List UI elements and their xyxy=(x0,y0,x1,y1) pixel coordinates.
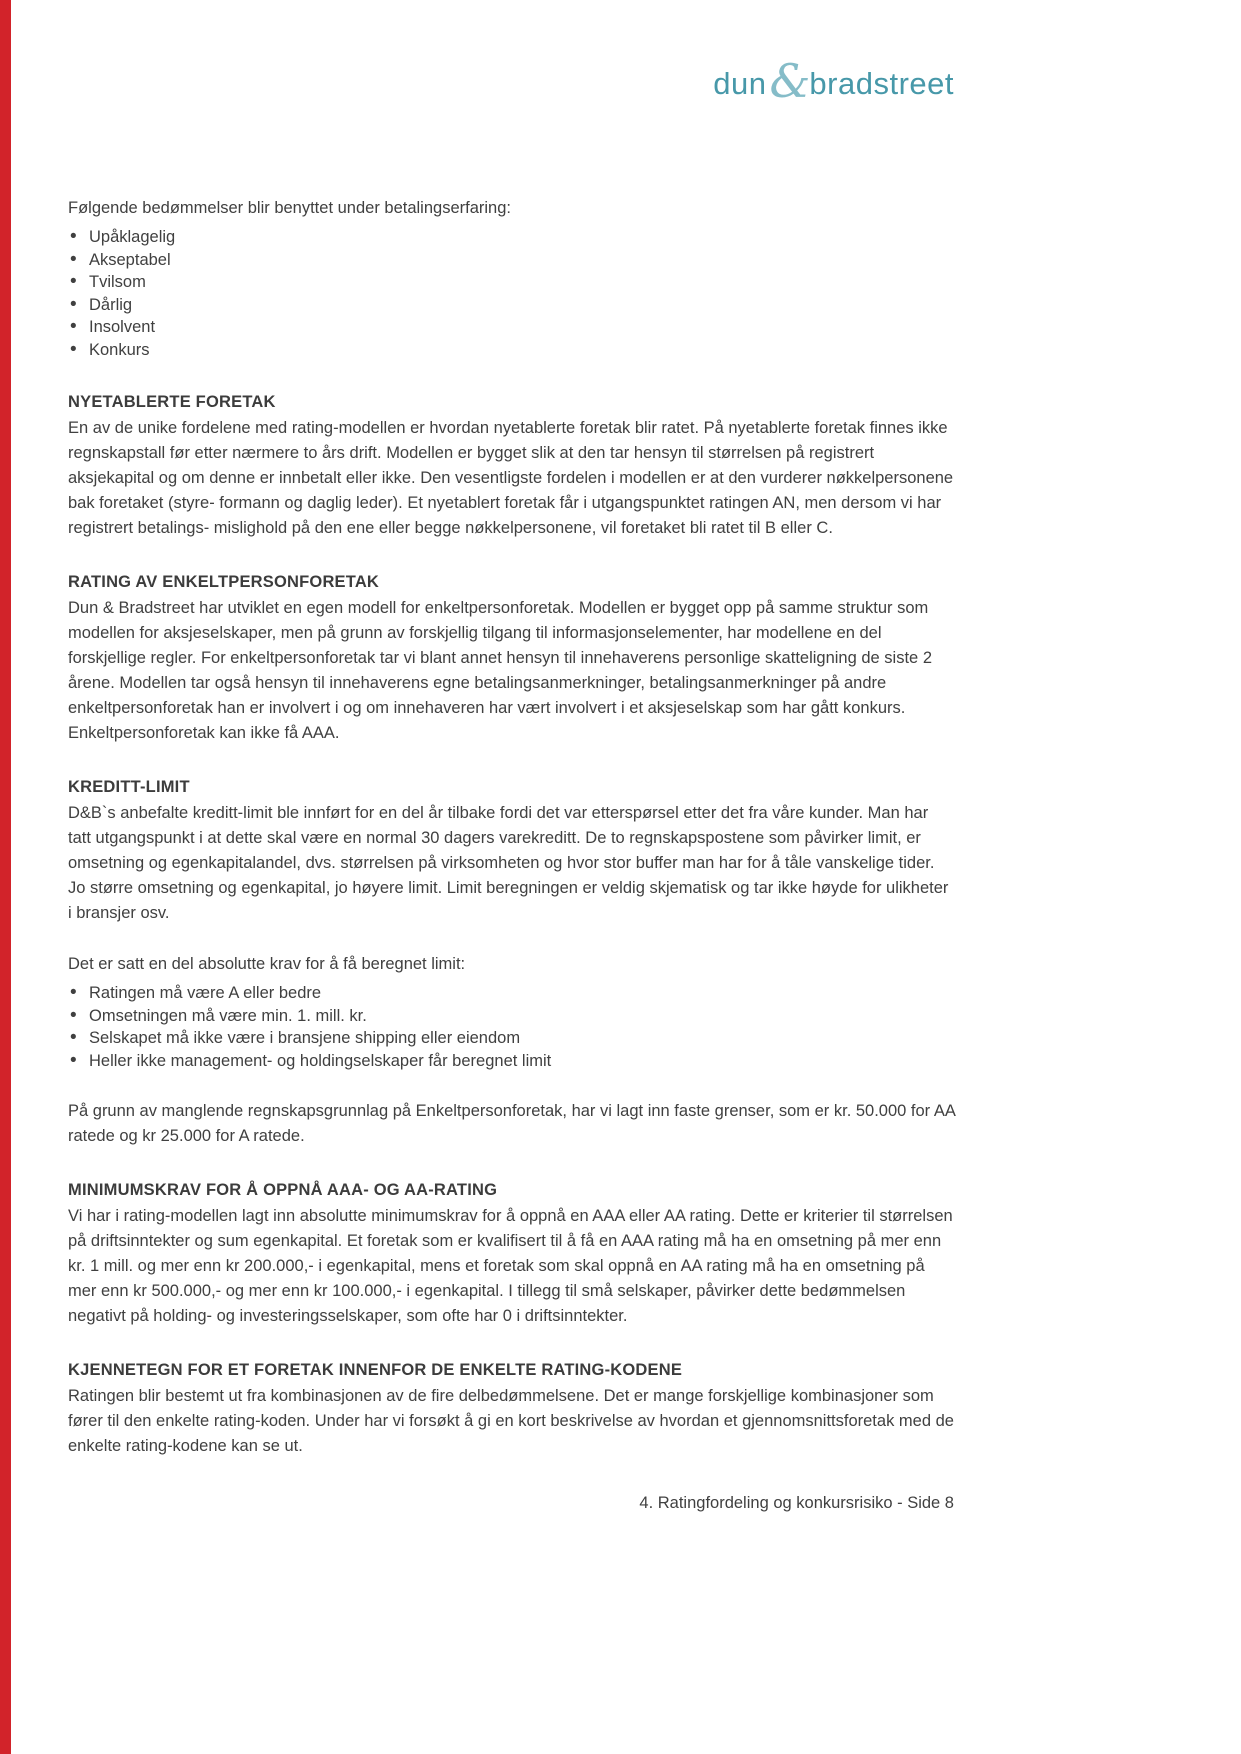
section-heading: KREDITT-LIMIT xyxy=(68,778,190,796)
section-heading: MINIMUMSKRAV FOR Å OPPNÅ AAA- OG AA-RATING xyxy=(68,1181,498,1199)
payment-experience-list xyxy=(68,226,955,361)
section-body: Dun & Bradstreet har utviklet en egen modell for enkeltpersonforetak. Modellen er bygget opp på samme struktur som modellen for aksjeselskaper, men på grunn av forskjellig tilgang til informasjonselementer, har modellene en del forskjellige regler. For enkeltpersonforetak tar vi blant annet hensyn til innehaverens personlige skatteligning de siste 2 årene. Modellen tar også hensyn til innehaverens egne betalingsanmerkninger, betalingsanmerkninger på andre enkeltpersonforetak han er involvert i og om innehaveren har vært involvert i et aksjeselskap som har gått konkurs. Enkeltpersonforetak kan ikke få AAA. xyxy=(68,599,932,742)
bullet-item: • Upåklagelig xyxy=(68,226,955,249)
limit-requirements-lead: Det er satt en del absolutte krav for å få beregnet limit: xyxy=(68,955,466,973)
bullet-item: • Tvilsom xyxy=(68,271,955,294)
bullet-item: • Omsetningen må være min. 1. mill. kr. xyxy=(68,1005,955,1028)
bullet-item: • Konkurs xyxy=(68,339,955,362)
limit-requirements-block xyxy=(68,952,955,1072)
limit-fixed-thresholds-paragraph: På grunn av manglende regnskapsgrunnlag på Enkeltpersonforetak, har vi lagt inn faste grenser, som er kr. 50.000 for AA ratede og kr 25.000 for A ratede. xyxy=(68,1102,955,1145)
section-kjennetegn xyxy=(68,1358,955,1459)
bullet-item: • Akseptabel xyxy=(68,249,955,272)
bullet-item: • Insolvent xyxy=(68,316,955,339)
section-body: Ratingen blir bestemt ut fra kombinasjonen av de fire delbedømmelsene. Det er mange forskjellige kombinasjoner som fører til den enkelte rating-koden. Under har vi forsøkt å gi en kort beskrivelse av hvordan et gjennomsnittsforetak med de enkelte rating-kodene kan se ut. xyxy=(68,1387,954,1455)
section-minimumskrav xyxy=(68,1178,955,1329)
section-nyetablerte-foretak xyxy=(68,390,955,541)
section-heading: KJENNETEGN FOR ET FORETAK INNENFOR DE ENKELTE RATING-KODENE xyxy=(68,1361,683,1379)
bullet-item: • Ratingen må være A eller bedre xyxy=(68,982,955,1005)
section-body: Vi har i rating-modellen lagt inn absolutte minimumskrav for å oppnå en AAA eller AA rating. Dette er kriterier til størrelsen på driftsinntekter og sum egenkapital. Et foretak som er kvalifisert til å få en AAA rating må ha en omsetning på mer enn kr. 1 mill. og mer enn kr 200.000,- i egenkapital, mens et foretak som skal oppnå en AA rating må ha en omsetning på mer enn kr 500.000,- og mer enn kr 100.000,- i egenkapital. I tillegg til små selskaper, påvirker dette bedømmelsen negativt på holding- og investeringsselskaper, som ofte har 0 i driftsinntekter. xyxy=(68,1207,953,1325)
logo-word-dun: dun xyxy=(713,66,767,101)
limit-requirements-list xyxy=(68,982,955,1072)
bullet-item: • Heller ikke management- og holdingselskaper får beregnet limit xyxy=(68,1050,955,1073)
section-heading: NYETABLERTE FORETAK xyxy=(68,393,276,411)
section-rating-enkeltpersonforetak xyxy=(68,570,955,746)
bullet-item: • Selskapet må ikke være i bransjene shipping eller eiendom xyxy=(68,1027,955,1050)
logo-word-bradstreet: bradstreet xyxy=(809,66,954,101)
section-heading: RATING AV ENKELTPERSONFORETAK xyxy=(68,573,380,591)
left-accent-bar xyxy=(0,0,11,1754)
intro-lead: Følgende bedømmelser blir benyttet under betalingserfaring: xyxy=(68,199,511,217)
bullet-item: • Dårlig xyxy=(68,294,955,317)
document-content xyxy=(68,0,955,1459)
section-kreditt-limit xyxy=(68,775,955,1149)
section-body: D&B`s anbefalte kreditt-limit ble innført for en del år tilbake fordi det var etterspørsel etter det fra våre kunder. Man har tatt utgangspunkt i at dette skal være en normal 30 dagers varekreditt. De to regnskapspostene som påvirker limit, er omsetning og egenkapitalandel, dvs. størrelsen på virksomheten og hvor stor buffer man har for å tåle vanskelige tider. Jo større omsetning og egenkapital, jo høyere limit. Limit beregningen er veldig skjematisk og tar ikke høyde for ulikheter i bransjer osv. xyxy=(68,804,949,922)
page-footer: 4. Ratingfordeling og konkursrisiko - Side 8 xyxy=(639,1494,954,1512)
section-body: En av de unike fordelene med rating-modellen er hvordan nyetablerte foretak blir ratet. På nyetablerte foretak finnes ikke regnskapstall før etter nærmere to års drift. Modellen er bygget slik at den tar hensyn til størrelsen på registrert aksjekapital og om denne er innbetalt eller ikke. Den vesentligste fordelen i modellen er at den vurderer nøkkelpersonene bak foretaket (styre- formann og daglig leder). Et nyetablert foretak får i utgangspunktet ratingen AN, men dersom vi har registrert betalings- mislighold på den ene eller begge nøkkelpersonene, vil foretaket bli ratet til B eller C. xyxy=(68,419,954,537)
dun-bradstreet-logo: dun & bradstreet xyxy=(713,54,954,108)
